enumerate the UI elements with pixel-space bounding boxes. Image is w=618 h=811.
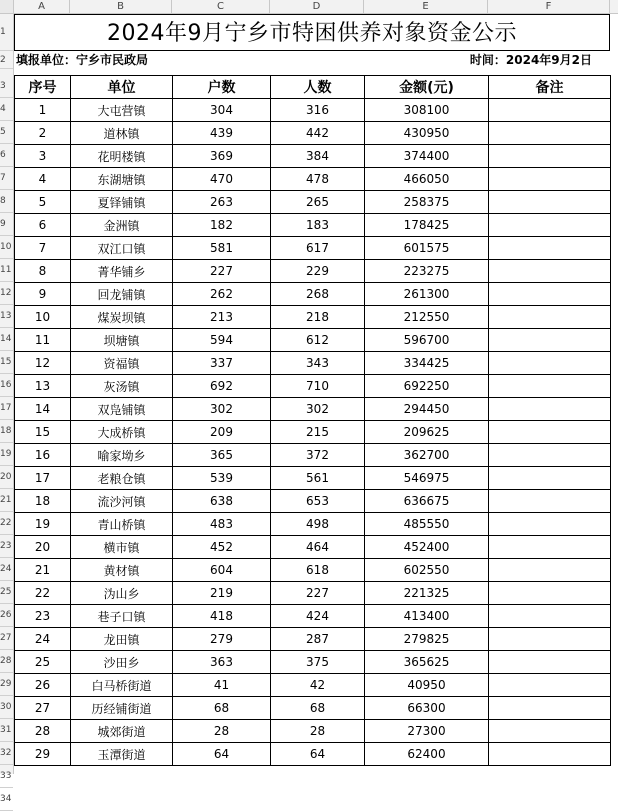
table-row [15, 122, 611, 145]
cell-unit[interactable]: 青山桥镇 [71, 513, 173, 536]
cell-households[interactable]: 365 [173, 444, 271, 467]
cell-remarks[interactable] [489, 490, 611, 513]
cell-unit[interactable]: 坝塘镇 [71, 329, 173, 352]
cell-amount[interactable]: 221325 [365, 582, 489, 605]
table-row [15, 582, 611, 605]
table-row [15, 536, 611, 559]
cell-persons[interactable]: 424 [271, 605, 365, 628]
cell-persons[interactable]: 268 [271, 283, 365, 306]
select-all-corner[interactable] [0, 0, 14, 13]
cell-households[interactable]: 470 [173, 168, 271, 191]
cell-index[interactable]: 14 [15, 398, 71, 421]
cell-unit[interactable]: 煤炭坝镇 [71, 306, 173, 329]
row-header[interactable]: 6 [0, 144, 13, 167]
title-cell[interactable] [14, 14, 610, 51]
cell-persons[interactable]: 229 [271, 260, 365, 283]
cell-persons[interactable]: 478 [271, 168, 365, 191]
cell-unit[interactable]: 城郊街道 [71, 720, 173, 743]
cell-amount[interactable]: 223275 [365, 260, 489, 283]
cell-remarks[interactable] [489, 191, 611, 214]
cell-unit[interactable]: 黄材镇 [71, 559, 173, 582]
cell-index[interactable]: 24 [15, 628, 71, 651]
cell-index[interactable]: 5 [15, 191, 71, 214]
cell-households[interactable]: 304 [173, 99, 271, 122]
cell-persons[interactable]: 343 [271, 352, 365, 375]
cell-index[interactable]: 7 [15, 237, 71, 260]
row-header[interactable]: 15 [0, 351, 13, 374]
header-remarks[interactable]: 备注 [489, 76, 611, 99]
cell-persons[interactable]: 442 [271, 122, 365, 145]
document-title: 2024年9月宁乡市特困供养对象资金公示 [107, 21, 517, 46]
meta-row [14, 51, 610, 69]
cell-households[interactable]: 182 [173, 214, 271, 237]
cell-index[interactable]: 9 [15, 283, 71, 306]
cell-remarks[interactable] [489, 536, 611, 559]
cell-unit[interactable]: 菁华铺乡 [71, 260, 173, 283]
cell-households[interactable]: 262 [173, 283, 271, 306]
cell-unit[interactable]: 喻家坳乡 [71, 444, 173, 467]
cell-amount[interactable]: 209625 [365, 421, 489, 444]
cell-index[interactable]: 10 [15, 306, 71, 329]
cell-index[interactable]: 27 [15, 697, 71, 720]
cell-amount[interactable]: 601575 [365, 237, 489, 260]
cell-remarks[interactable] [489, 674, 611, 697]
cell-unit[interactable]: 巷子口镇 [71, 605, 173, 628]
cell-persons[interactable]: 28 [271, 720, 365, 743]
cell-persons[interactable]: 464 [271, 536, 365, 559]
cell-unit[interactable]: 夏铎铺镇 [71, 191, 173, 214]
row-header[interactable]: 34 [0, 788, 13, 811]
row-header[interactable]: 11 [0, 259, 13, 282]
cell-amount[interactable]: 178425 [365, 214, 489, 237]
row-header[interactable]: 19 [0, 443, 13, 466]
cell-amount[interactable]: 692250 [365, 375, 489, 398]
cell-unit[interactable]: 金洲镇 [71, 214, 173, 237]
sheet-content [14, 14, 618, 774]
cell-persons[interactable]: 316 [271, 99, 365, 122]
cell-persons[interactable]: 372 [271, 444, 365, 467]
cell-amount[interactable]: 62400 [365, 743, 489, 766]
table-row [15, 651, 611, 674]
row-header[interactable]: 27 [0, 627, 13, 650]
cell-remarks[interactable] [489, 122, 611, 145]
row-header[interactable]: 28 [0, 650, 13, 673]
header-unit[interactable]: 单位 [71, 76, 173, 99]
row-header[interactable]: 18 [0, 420, 13, 443]
column-header-e[interactable]: E [364, 0, 488, 13]
cell-remarks[interactable] [489, 421, 611, 444]
cell-persons[interactable]: 617 [271, 237, 365, 260]
cell-households[interactable]: 213 [173, 306, 271, 329]
cell-households[interactable]: 209 [173, 421, 271, 444]
cell-persons[interactable]: 42 [271, 674, 365, 697]
cell-households[interactable]: 418 [173, 605, 271, 628]
cell-households[interactable]: 604 [173, 559, 271, 582]
cell-remarks[interactable] [489, 651, 611, 674]
cell-amount[interactable]: 602550 [365, 559, 489, 582]
cell-unit[interactable]: 历经铺街道 [71, 697, 173, 720]
table-row [15, 720, 611, 743]
table-row [15, 306, 611, 329]
cell-unit[interactable]: 老粮仓镇 [71, 467, 173, 490]
cell-index[interactable]: 19 [15, 513, 71, 536]
cell-remarks[interactable] [489, 467, 611, 490]
table-row [15, 467, 611, 490]
cell-households[interactable]: 68 [173, 697, 271, 720]
cell-persons[interactable]: 218 [271, 306, 365, 329]
table-row [15, 674, 611, 697]
row-header[interactable]: 3 [0, 75, 13, 98]
row-header[interactable]: 2 [0, 51, 13, 69]
cell-remarks[interactable] [489, 513, 611, 536]
row-header[interactable]: 1 [0, 14, 13, 51]
cell-remarks[interactable] [489, 168, 611, 191]
cell-unit[interactable]: 白马桥街道 [71, 674, 173, 697]
cell-unit[interactable]: 横市镇 [71, 536, 173, 559]
table-row [15, 191, 611, 214]
cell-amount[interactable]: 362700 [365, 444, 489, 467]
cell-amount[interactable]: 452400 [365, 536, 489, 559]
header-amount[interactable]: 金额(元) [365, 76, 489, 99]
cell-index[interactable]: 22 [15, 582, 71, 605]
table-body [15, 99, 611, 766]
cell-persons[interactable]: 375 [271, 651, 365, 674]
row-header[interactable]: 25 [0, 581, 13, 604]
table-row [15, 628, 611, 651]
cell-households[interactable]: 279 [173, 628, 271, 651]
row-header[interactable]: 22 [0, 512, 13, 535]
table-row [15, 329, 611, 352]
row-header[interactable]: 29 [0, 673, 13, 696]
cell-persons[interactable]: 68 [271, 697, 365, 720]
cell-amount[interactable]: 485550 [365, 513, 489, 536]
cell-index[interactable]: 13 [15, 375, 71, 398]
cell-amount[interactable]: 636675 [365, 490, 489, 513]
cell-households[interactable]: 452 [173, 536, 271, 559]
table-row [15, 697, 611, 720]
row-header[interactable]: 14 [0, 328, 13, 351]
cell-amount[interactable]: 334425 [365, 352, 489, 375]
row-header[interactable]: 12 [0, 282, 13, 305]
cell-amount[interactable]: 596700 [365, 329, 489, 352]
row-header[interactable]: 20 [0, 466, 13, 489]
row-header[interactable]: 31 [0, 719, 13, 742]
row-header[interactable]: 30 [0, 696, 13, 719]
cell-unit[interactable]: 流沙河镇 [71, 490, 173, 513]
cell-households[interactable]: 483 [173, 513, 271, 536]
table-row [15, 214, 611, 237]
cell-index[interactable]: 23 [15, 605, 71, 628]
cell-unit[interactable]: 资福镇 [71, 352, 173, 375]
cell-amount[interactable]: 546975 [365, 467, 489, 490]
cell-remarks[interactable] [489, 283, 611, 306]
cell-remarks[interactable] [489, 375, 611, 398]
row-header[interactable]: 32 [0, 742, 13, 765]
cell-amount[interactable]: 261300 [365, 283, 489, 306]
row-header[interactable]: 17 [0, 397, 13, 420]
row-header[interactable]: 26 [0, 604, 13, 627]
cell-persons[interactable]: 561 [271, 467, 365, 490]
cell-persons[interactable]: 287 [271, 628, 365, 651]
cell-amount[interactable]: 212550 [365, 306, 489, 329]
table-row [15, 513, 611, 536]
cell-amount[interactable]: 279825 [365, 628, 489, 651]
cell-remarks[interactable] [489, 720, 611, 743]
cell-amount[interactable]: 430950 [365, 122, 489, 145]
cell-index[interactable]: 6 [15, 214, 71, 237]
table-header-row [15, 76, 611, 99]
table-row [15, 260, 611, 283]
cell-unit[interactable]: 沩山乡 [71, 582, 173, 605]
row-header[interactable]: 21 [0, 489, 13, 512]
cell-remarks[interactable] [489, 697, 611, 720]
cell-index[interactable]: 29 [15, 743, 71, 766]
cell-index[interactable]: 8 [15, 260, 71, 283]
cell-remarks[interactable] [489, 260, 611, 283]
cell-persons[interactable]: 653 [271, 490, 365, 513]
cell-unit[interactable]: 道林镇 [71, 122, 173, 145]
cell-remarks[interactable] [489, 743, 611, 766]
table-row [15, 145, 611, 168]
cell-index[interactable]: 1 [15, 99, 71, 122]
cell-households[interactable]: 439 [173, 122, 271, 145]
cell-households[interactable]: 692 [173, 375, 271, 398]
cell-households[interactable]: 219 [173, 582, 271, 605]
header-index[interactable]: 序号 [15, 76, 71, 99]
header-persons[interactable]: 人数 [271, 76, 365, 99]
cell-households[interactable]: 581 [173, 237, 271, 260]
cell-households[interactable]: 263 [173, 191, 271, 214]
cell-remarks[interactable] [489, 237, 611, 260]
cell-households[interactable]: 337 [173, 352, 271, 375]
cell-persons[interactable]: 498 [271, 513, 365, 536]
column-header-d[interactable]: D [270, 0, 364, 13]
cell-households[interactable]: 64 [173, 743, 271, 766]
cell-households[interactable]: 638 [173, 490, 271, 513]
cell-persons[interactable]: 618 [271, 559, 365, 582]
table-row [15, 375, 611, 398]
cell-households[interactable]: 539 [173, 467, 271, 490]
cell-index[interactable]: 4 [15, 168, 71, 191]
column-header-f[interactable]: F [488, 0, 610, 13]
table-row [15, 352, 611, 375]
table-row [15, 398, 611, 421]
cell-remarks[interactable] [489, 352, 611, 375]
table-row [15, 283, 611, 306]
row-header[interactable]: 16 [0, 374, 13, 397]
row-header[interactable]: 13 [0, 305, 13, 328]
row-header[interactable]: 33 [0, 765, 13, 788]
cell-unit[interactable]: 双江口镇 [71, 237, 173, 260]
cell-index[interactable]: 28 [15, 720, 71, 743]
table-row [15, 605, 611, 628]
cell-amount[interactable]: 374400 [365, 145, 489, 168]
cell-index[interactable]: 18 [15, 490, 71, 513]
cell-persons[interactable]: 64 [271, 743, 365, 766]
cell-unit[interactable]: 大屯营镇 [71, 99, 173, 122]
row-header[interactable]: 5 [0, 121, 13, 144]
cell-unit[interactable]: 大成桥镇 [71, 421, 173, 444]
cell-remarks[interactable] [489, 99, 611, 122]
cell-index[interactable]: 20 [15, 536, 71, 559]
cell-index[interactable]: 11 [15, 329, 71, 352]
cell-amount[interactable]: 308100 [365, 99, 489, 122]
cell-unit[interactable]: 龙田镇 [71, 628, 173, 651]
cell-unit[interactable]: 回龙铺镇 [71, 283, 173, 306]
cell-amount[interactable]: 365625 [365, 651, 489, 674]
cell-remarks[interactable] [489, 444, 611, 467]
cell-households[interactable]: 594 [173, 329, 271, 352]
row-header[interactable]: 23 [0, 535, 13, 558]
cell-unit[interactable]: 沙田乡 [71, 651, 173, 674]
row-header[interactable]: 8 [0, 190, 13, 213]
reporting-unit: 填报单位：宁乡市民政局 [16, 53, 149, 67]
table-row [15, 444, 611, 467]
cell-persons[interactable]: 215 [271, 421, 365, 444]
cell-unit[interactable]: 东湖塘镇 [71, 168, 173, 191]
cell-persons[interactable]: 612 [271, 329, 365, 352]
cell-amount[interactable]: 466050 [365, 168, 489, 191]
cell-remarks[interactable] [489, 605, 611, 628]
cell-households[interactable]: 28 [173, 720, 271, 743]
table-row [15, 559, 611, 582]
cell-index[interactable]: 2 [15, 122, 71, 145]
table-row [15, 99, 611, 122]
column-header-a[interactable]: A [14, 0, 70, 13]
header-households[interactable]: 户数 [173, 76, 271, 99]
cell-index[interactable]: 21 [15, 559, 71, 582]
cell-amount[interactable]: 66300 [365, 697, 489, 720]
cell-remarks[interactable] [489, 306, 611, 329]
cell-index[interactable]: 25 [15, 651, 71, 674]
cell-persons[interactable]: 227 [271, 582, 365, 605]
cell-persons[interactable]: 183 [271, 214, 365, 237]
row-header[interactable]: 24 [0, 558, 13, 581]
report-date: 时间：2024年9月2日 [469, 53, 592, 67]
cell-persons[interactable]: 384 [271, 145, 365, 168]
cell-remarks[interactable] [489, 145, 611, 168]
cell-index[interactable]: 26 [15, 674, 71, 697]
cell-households[interactable]: 363 [173, 651, 271, 674]
cell-amount[interactable]: 413400 [365, 605, 489, 628]
cell-amount[interactable]: 294450 [365, 398, 489, 421]
table-row [15, 421, 611, 444]
cell-index[interactable]: 12 [15, 352, 71, 375]
cell-amount[interactable]: 27300 [365, 720, 489, 743]
cell-unit[interactable]: 花明楼镇 [71, 145, 173, 168]
column-header-c[interactable]: C [172, 0, 270, 13]
data-table [14, 75, 611, 766]
table-row [15, 490, 611, 513]
cell-index[interactable]: 17 [15, 467, 71, 490]
cell-remarks[interactable] [489, 559, 611, 582]
cell-households[interactable]: 369 [173, 145, 271, 168]
column-header-strip [0, 0, 618, 14]
cell-remarks[interactable] [489, 214, 611, 237]
cell-index[interactable]: 15 [15, 421, 71, 444]
cell-index[interactable]: 3 [15, 145, 71, 168]
cell-unit[interactable]: 灰汤镇 [71, 375, 173, 398]
row-header[interactable]: 7 [0, 167, 13, 190]
table-row [15, 743, 611, 766]
cell-remarks[interactable] [489, 628, 611, 651]
cell-unit[interactable]: 玉潭街道 [71, 743, 173, 766]
cell-amount[interactable]: 40950 [365, 674, 489, 697]
row-header[interactable]: 10 [0, 236, 13, 259]
cell-index[interactable]: 16 [15, 444, 71, 467]
table-row [15, 168, 611, 191]
cell-remarks[interactable] [489, 398, 611, 421]
cell-amount[interactable]: 258375 [365, 191, 489, 214]
column-header-b[interactable]: B [70, 0, 172, 13]
cell-persons[interactable]: 265 [271, 191, 365, 214]
row-header[interactable]: 4 [0, 98, 13, 121]
cell-persons[interactable]: 710 [271, 375, 365, 398]
cell-households[interactable]: 302 [173, 398, 271, 421]
cell-remarks[interactable] [489, 329, 611, 352]
row-header[interactable]: 9 [0, 213, 13, 236]
row-header-strip [0, 14, 14, 804]
cell-unit[interactable]: 双凫铺镇 [71, 398, 173, 421]
cell-households[interactable]: 41 [173, 674, 271, 697]
cell-persons[interactable]: 302 [271, 398, 365, 421]
cell-households[interactable]: 227 [173, 260, 271, 283]
cell-remarks[interactable] [489, 582, 611, 605]
table-row [15, 237, 611, 260]
